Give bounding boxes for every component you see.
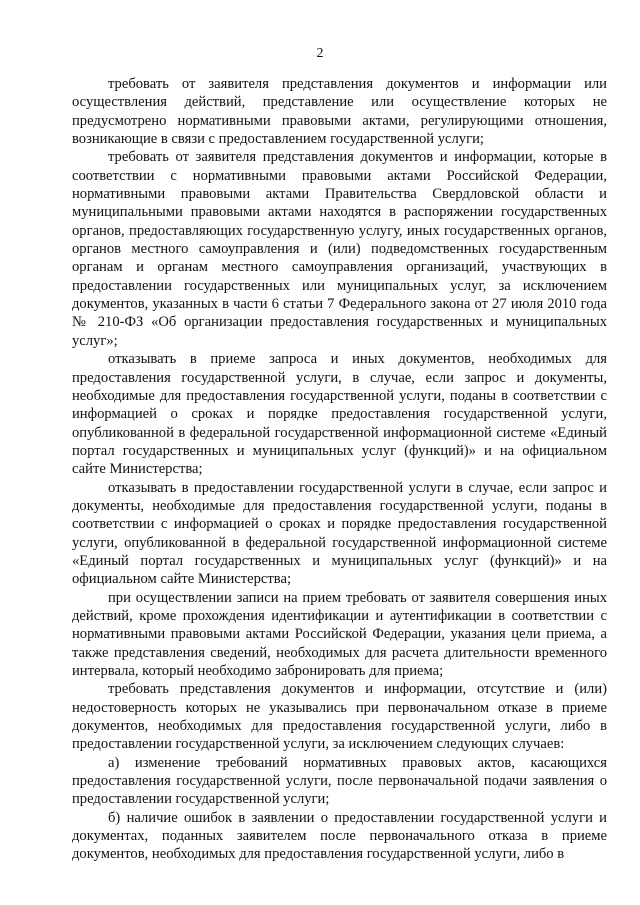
document-body	[72, 75, 607, 864]
paragraph-requirement-unregulated-documents: требовать от заявителя представления документов и информации или осуществления действий, представление или осуществление которых не предусмотрено нормативными правовыми актами, регулирующими отношения, возникающие в связи с предоставлением государственной услуги;	[72, 76, 607, 148]
page-number: 2	[316, 46, 324, 61]
list-item-a: а) изменение требований нормативных правовых актов, касающихся предоставления государственной услуги, после первоначальной подачи заявления о предоставлении государственной услуги;	[72, 754, 607, 808]
paragraph-appointment-booking: при осуществлении записи на прием требовать от заявителя совершения иных действий, кроме прохождения идентификации и аутентификации в соответствии с нормативными правовыми актами Российской Федерации, указания цели приема, а также представления сведений, необходимых для расчета длительности временного интервала, который необходимо забронировать для приема;	[72, 589, 607, 679]
paragraph-requirement-held-documents: требовать от заявителя представления документов и информации, которые в соответствии с нормативными правовыми актами Российской Федерации, нормативными правовыми актами Правительства Свердловской области и муниципальными правовыми актами находятся в распоряжении государственных органов, предоставляющих государственную услугу, иных государственных органов, органов местного самоуправления и (или) подведомственных государственным органам и органам местного самоуправления организаций, участвующих в предоставлении государственных или муниципальных услуг, за исключением документов, указанных в части 6 статьи 7 Федерального закона от 27 июля 2010 года № 210-ФЗ «Об организации предоставления государственных и муниципальных услуг»;	[72, 149, 607, 349]
list-item-b: б) наличие ошибок в заявлении о предоставлении государственной услуги и документах, поданных заявителем после первоначального отказа в приеме документов, необходимых для предоставления государственной услуги, либо в	[72, 809, 607, 863]
paragraph-refusal-to-provide: отказывать в предоставлении государственной услуги в случае, если запрос и документы, необходимые для предоставления государственной услуги, поданы в соответствии с информацией о сроках и порядке предоставления государственной услуги, опубликованной в федеральной государственной информационной системе «Единый портал государственных и муниципальных услуг (функций)» и на официальном сайте Министерства;	[72, 479, 607, 588]
paragraph-refusal-to-accept: отказывать в приеме запроса и иных документов, необходимых для предоставления государственной услуги, в случае, если запрос и документы, необходимые для предоставления государственной услуги, поданы в соответствии с информацией о сроках и порядке предоставления государственной услуги, опубликованной в федеральной государственной информационной системе «Единый портал государственных и муниципальных услуг (функций)» и на официальном сайте Министерства;	[72, 351, 607, 478]
paragraph-missing-documents: требовать представления документов и информации, отсутствие и (или) недостоверность которых не указывались при первоначальном отказе в приеме документов, необходимых для предоставления государственной услуги, либо в предоставлении государственной услуги, за исключением следующих случаев:	[72, 681, 607, 753]
